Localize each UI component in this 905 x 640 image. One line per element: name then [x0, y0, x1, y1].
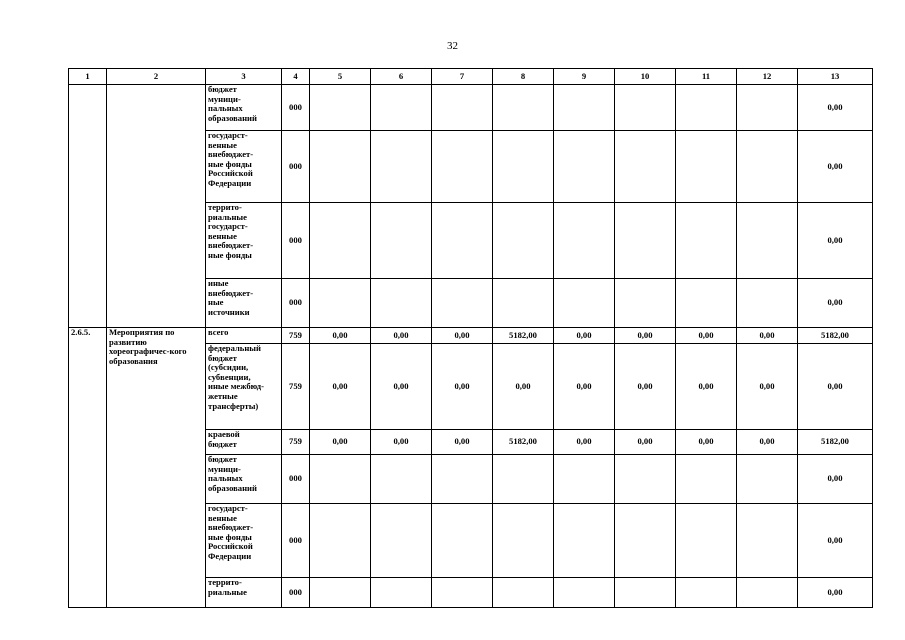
value-cell: 0,00	[371, 328, 432, 344]
value-cell: 0,00	[554, 430, 615, 455]
activity-name-cell	[107, 85, 206, 328]
value-cell: 0,00	[737, 430, 798, 455]
code-cell: 759	[282, 344, 310, 430]
funding-source-cell: бюджет муници- пальных образований	[206, 455, 282, 504]
value-cell	[310, 85, 371, 131]
value-cell	[432, 131, 493, 203]
column-header: 8	[493, 69, 554, 85]
header-row	[69, 69, 873, 85]
value-cell: 0,00	[676, 328, 737, 344]
total-cell: 0,00	[798, 203, 873, 279]
column-header: 7	[432, 69, 493, 85]
value-cell: 0,00	[615, 328, 676, 344]
value-cell: 0,00	[737, 328, 798, 344]
value-cell	[615, 131, 676, 203]
column-header: 5	[310, 69, 371, 85]
funding-source-cell: федеральный бюджет (субсидии, субвенции, иные межбюд- жетные трансферты)	[206, 344, 282, 430]
value-cell	[493, 504, 554, 578]
value-cell	[554, 85, 615, 131]
value-cell	[554, 455, 615, 504]
value-cell	[432, 279, 493, 328]
value-cell	[554, 131, 615, 203]
value-cell	[737, 85, 798, 131]
value-cell	[615, 504, 676, 578]
value-cell	[432, 455, 493, 504]
value-cell	[493, 203, 554, 279]
value-cell	[676, 455, 737, 504]
column-header: 2	[107, 69, 206, 85]
value-cell	[737, 279, 798, 328]
value-cell: 0,00	[615, 344, 676, 430]
value-cell	[371, 85, 432, 131]
column-header: 10	[615, 69, 676, 85]
value-cell	[737, 504, 798, 578]
value-cell	[676, 279, 737, 328]
value-cell	[615, 203, 676, 279]
funding-source-cell: бюджет муници- пальных образований	[206, 85, 282, 131]
table-row	[69, 328, 873, 344]
budget-table	[68, 68, 873, 608]
value-cell	[310, 279, 371, 328]
value-cell	[615, 279, 676, 328]
value-cell	[615, 85, 676, 131]
funding-source-cell: всего	[206, 328, 282, 344]
value-cell	[737, 455, 798, 504]
value-cell	[737, 578, 798, 608]
code-cell: 000	[282, 279, 310, 328]
total-cell: 0,00	[798, 455, 873, 504]
code-cell: 759	[282, 430, 310, 455]
value-cell: 0,00	[615, 430, 676, 455]
value-cell: 0,00	[554, 328, 615, 344]
value-cell: 0,00	[310, 344, 371, 430]
column-header: 11	[676, 69, 737, 85]
value-cell	[737, 203, 798, 279]
funding-source-cell: террито- риальные	[206, 578, 282, 608]
value-cell	[371, 455, 432, 504]
value-cell	[493, 578, 554, 608]
total-cell: 0,00	[798, 344, 873, 430]
table-body	[69, 85, 873, 608]
value-cell	[310, 578, 371, 608]
value-cell: 0,00	[432, 344, 493, 430]
value-cell	[676, 131, 737, 203]
code-cell: 000	[282, 131, 310, 203]
value-cell: 0,00	[676, 430, 737, 455]
column-header: 9	[554, 69, 615, 85]
code-cell: 000	[282, 455, 310, 504]
value-cell	[676, 504, 737, 578]
value-cell: 0,00	[676, 344, 737, 430]
value-cell	[310, 455, 371, 504]
row-number-cell: 2.6.5.	[69, 328, 107, 608]
total-cell: 0,00	[798, 131, 873, 203]
value-cell	[371, 578, 432, 608]
funding-source-cell: иные внебюджет- ные источники	[206, 279, 282, 328]
funding-source-cell: государст- венные внебюджет- ные фонды Российской Федерации	[206, 131, 282, 203]
value-cell	[371, 504, 432, 578]
total-cell: 5182,00	[798, 328, 873, 344]
value-cell	[676, 578, 737, 608]
value-cell	[676, 85, 737, 131]
funding-source-cell: государст- венные внебюджет- ные фонды Российской Федерации	[206, 504, 282, 578]
value-cell	[432, 203, 493, 279]
value-cell	[432, 85, 493, 131]
column-header: 6	[371, 69, 432, 85]
value-cell	[493, 455, 554, 504]
value-cell	[371, 279, 432, 328]
total-cell: 0,00	[798, 504, 873, 578]
code-cell: 000	[282, 504, 310, 578]
value-cell: 5182,00	[493, 328, 554, 344]
value-cell: 0,00	[371, 344, 432, 430]
value-cell	[493, 279, 554, 328]
value-cell	[371, 131, 432, 203]
code-cell: 759	[282, 328, 310, 344]
value-cell	[493, 131, 554, 203]
code-cell: 000	[282, 85, 310, 131]
value-cell: 0,00	[310, 328, 371, 344]
value-cell: 0,00	[310, 430, 371, 455]
value-cell	[554, 504, 615, 578]
value-cell	[310, 131, 371, 203]
code-cell: 000	[282, 203, 310, 279]
total-cell: 5182,00	[798, 430, 873, 455]
value-cell: 0,00	[737, 344, 798, 430]
table-row	[69, 85, 873, 131]
row-number-cell	[69, 85, 107, 328]
value-cell	[432, 578, 493, 608]
value-cell	[310, 504, 371, 578]
value-cell: 0,00	[493, 344, 554, 430]
column-header: 4	[282, 69, 310, 85]
funding-source-cell: террито- риальные государст- венные внебюджет- ные фонды	[206, 203, 282, 279]
value-cell: 0,00	[432, 328, 493, 344]
value-cell	[310, 203, 371, 279]
value-cell	[615, 455, 676, 504]
funding-source-cell: краевой бюджет	[206, 430, 282, 455]
value-cell: 5182,00	[493, 430, 554, 455]
column-header: 12	[737, 69, 798, 85]
column-header: 13	[798, 69, 873, 85]
total-cell: 0,00	[798, 279, 873, 328]
value-cell	[554, 578, 615, 608]
code-cell: 000	[282, 578, 310, 608]
value-cell	[737, 131, 798, 203]
value-cell	[493, 85, 554, 131]
value-cell	[554, 203, 615, 279]
activity-name-cell: Мероприятия по развитию хореографичес-кого образования	[107, 328, 206, 608]
value-cell	[676, 203, 737, 279]
value-cell	[554, 279, 615, 328]
value-cell	[432, 504, 493, 578]
value-cell: 0,00	[371, 430, 432, 455]
column-header: 3	[206, 69, 282, 85]
total-cell: 0,00	[798, 85, 873, 131]
value-cell	[371, 203, 432, 279]
value-cell	[615, 578, 676, 608]
page-number: 32	[447, 40, 458, 52]
value-cell: 0,00	[432, 430, 493, 455]
column-header: 1	[69, 69, 107, 85]
value-cell: 0,00	[554, 344, 615, 430]
total-cell: 0,00	[798, 578, 873, 608]
